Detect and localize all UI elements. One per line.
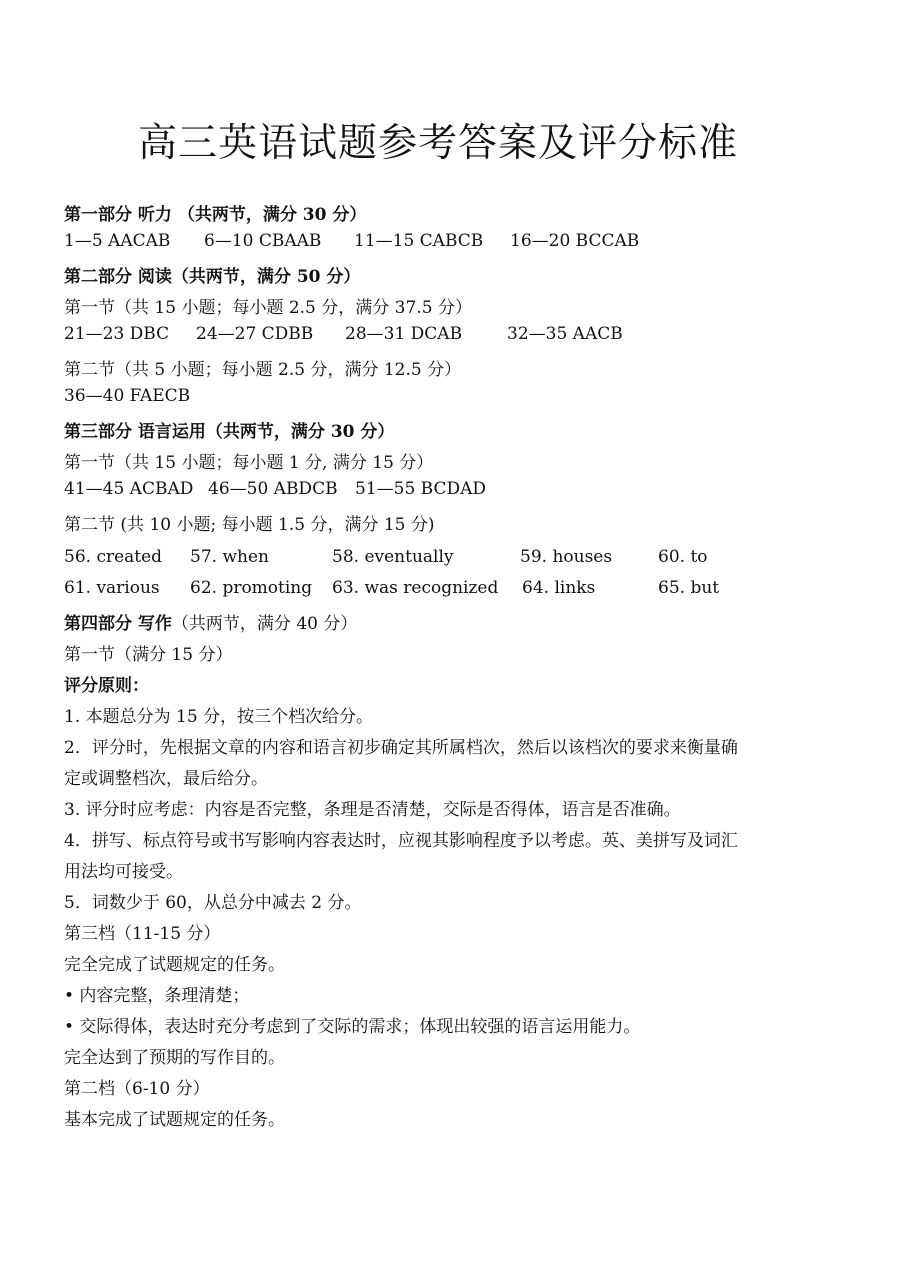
answer-group: 28—31 DCAB <box>345 324 463 344</box>
cloze-answer: 58. eventually <box>332 547 454 567</box>
answer-group: 11—15 CABCB <box>354 231 484 251</box>
level3-heading: 第三档（11-15 分） <box>64 924 221 944</box>
principle-item: 用法均可接受。 <box>64 862 183 882</box>
part4-heading-label: 第四部分 写作 <box>64 614 172 634</box>
page-title: 高三英语试题参考答案及评分标准 <box>138 121 739 166</box>
cloze-answer: 59. houses <box>520 547 613 567</box>
answer-group: 6—10 CBAAB <box>204 231 322 251</box>
level3-line: 完全达到了预期的写作目的。 <box>64 1048 285 1068</box>
principle-item: 5．词数少于 60，从总分中减去 2 分。 <box>64 893 362 913</box>
part4-section1-heading: 第一节（满分 15 分） <box>64 645 233 665</box>
part3-heading: 第三部分 语言运用（共两节，满分 30 分） <box>64 422 395 442</box>
level3-line: • 内容完整，条理清楚； <box>64 986 250 1006</box>
cloze-answer: 65. but <box>658 578 720 598</box>
answer-group: 32—35 AACB <box>507 324 623 344</box>
answer-group: 21—23 DBC <box>64 324 170 344</box>
cloze-answer: 63. was recognized <box>332 578 499 598</box>
level2-heading: 第二档（6-10 分） <box>64 1079 210 1099</box>
principle-item: 1. 本题总分为 15 分，按三个档次给分。 <box>64 707 374 727</box>
answer-group: 1—5 AACAB <box>64 231 171 251</box>
answer-group: 24—27 CDBB <box>196 324 314 344</box>
answer-group: 41—45 ACBAD <box>64 479 194 499</box>
part4-heading <box>64 609 357 634</box>
principle-item: 4．拼写、标点符号或书写影响内容表达时，应视其影响程度予以考虑。英、美拼写及词汇 <box>64 831 738 851</box>
part4-heading-detail: （共两节，满分 40 分） <box>171 614 358 634</box>
principle-item: 2．评分时，先根据文章的内容和语言初步确定其所属档次，然后以该档次的要求来衡量确 <box>64 738 738 758</box>
cloze-answer: 61. various <box>64 578 160 598</box>
cloze-answer: 60. to <box>658 547 708 567</box>
principle-item: 定或调整档次，最后给分。 <box>64 769 268 789</box>
principles-heading: 评分原则： <box>64 676 149 696</box>
cloze-answer: 62. promoting <box>190 578 313 598</box>
level3-line: 完全完成了试题规定的任务。 <box>64 955 285 975</box>
level3-line: • 交际得体，表达时充分考虑到了交际的需求；体现出较强的语言运用能力。 <box>64 1017 641 1037</box>
answer-group: 51—55 BCDAD <box>355 479 487 499</box>
part3-section2-heading: 第二节 (共 10 小题; 每小题 1.5 分，满分 15 分) <box>64 515 435 535</box>
part3-section1-heading: 第一节（共 15 小题；每小题 1 分, 满分 15 分） <box>64 453 434 473</box>
cloze-answer: 56. created <box>64 547 163 567</box>
part2-heading: 第二部分 阅读（共两节，满分 50 分） <box>64 267 361 287</box>
level2-line: 基本完成了试题规定的任务。 <box>64 1110 285 1130</box>
part2-section1-heading: 第一节（共 15 小题；每小题 2.5 分，满分 37.5 分） <box>64 298 472 318</box>
principle-item: 3. 评分时应考虑：内容是否完整，条理是否清楚，交际是否得体，语言是否准确。 <box>64 800 681 820</box>
cloze-answer: 64. links <box>522 578 596 598</box>
part1-heading: 第一部分 听力 （共两节，满分 30 分） <box>64 205 367 225</box>
answer-group: 46—50 ABDCB <box>208 479 338 499</box>
answer-group: 36—40 FAECB <box>64 386 191 406</box>
part2-section2-heading: 第二节（共 5 小题；每小题 2.5 分，满分 12.5 分） <box>64 360 462 380</box>
cloze-answer: 57. when <box>190 547 269 567</box>
answer-group: 16—20 BCCAB <box>510 231 640 251</box>
